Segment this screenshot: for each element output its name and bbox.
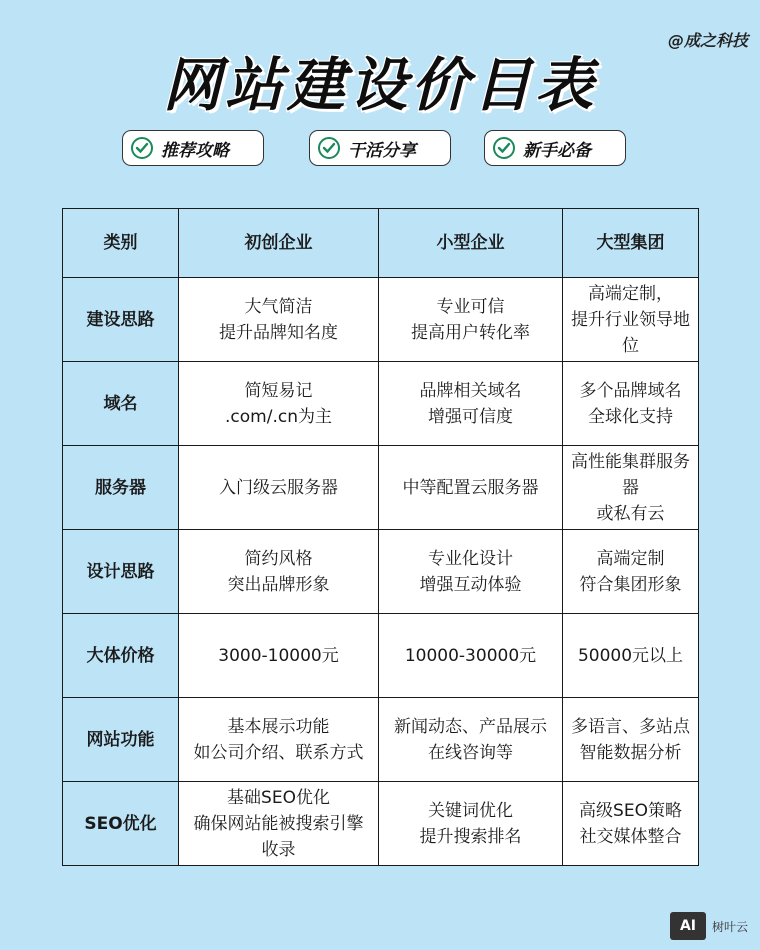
cell-text: 简约风格 bbox=[244, 548, 313, 569]
table-cell bbox=[563, 446, 699, 530]
cell-text: 50000元以上 bbox=[577, 645, 684, 666]
cell-text: 增强可信度 bbox=[428, 406, 513, 427]
table-row bbox=[63, 362, 699, 446]
cell-text: 专业化设计 bbox=[428, 548, 513, 569]
brand-logo bbox=[670, 912, 748, 940]
table-row bbox=[63, 446, 699, 530]
table-cell bbox=[379, 362, 563, 446]
cell-text: 智能数据分析 bbox=[579, 742, 682, 763]
row-label: 服务器 bbox=[63, 446, 179, 530]
ai-logo-icon: AI bbox=[670, 912, 706, 940]
table-cell bbox=[179, 446, 379, 530]
tag-label: 新手必备 bbox=[523, 140, 591, 161]
tag-beginner bbox=[484, 130, 626, 166]
cell-text: 高端定制， bbox=[588, 283, 673, 304]
table-cell bbox=[179, 698, 379, 782]
header-small-business: 小型企业 bbox=[379, 209, 563, 278]
table-cell bbox=[379, 278, 563, 362]
row-label: 设计思路 bbox=[63, 530, 179, 614]
tag-recommend bbox=[122, 130, 264, 166]
table-cell bbox=[179, 614, 379, 698]
table-cell bbox=[563, 614, 699, 698]
cell-text: 大气简洁 bbox=[244, 296, 313, 317]
cell-text: 确保网站能被搜索引擎 bbox=[193, 813, 364, 834]
cell-text: 位 bbox=[622, 335, 639, 356]
cell-text: 关键词优化 bbox=[428, 800, 513, 821]
table-row bbox=[63, 278, 699, 362]
table-row bbox=[63, 530, 699, 614]
table-cell bbox=[563, 782, 699, 866]
cell-text: 入门级云服务器 bbox=[219, 477, 338, 498]
cell-text: 多个品牌域名 bbox=[579, 380, 682, 401]
table-body bbox=[63, 278, 699, 866]
row-label: 网站功能 bbox=[63, 698, 179, 782]
row-label: 域名 bbox=[63, 362, 179, 446]
table-cell bbox=[379, 530, 563, 614]
cell-text: 专业可信 bbox=[436, 296, 505, 317]
cell-text: 简短易记 bbox=[244, 380, 313, 401]
cell-text: 提升品牌知名度 bbox=[219, 322, 338, 343]
cell-text: 提升行业领导地 bbox=[571, 309, 690, 330]
row-label: 建设思路 bbox=[63, 278, 179, 362]
row-label: SEO优化 bbox=[63, 782, 179, 866]
cell-text: 或私有云 bbox=[596, 503, 665, 524]
cell-text: 提升搜索排名 bbox=[419, 826, 522, 847]
cell-text: 新闻动态、产品展示 bbox=[394, 716, 547, 737]
cell-text: 高端定制 bbox=[596, 548, 665, 569]
cell-text: 符合集团形象 bbox=[579, 574, 682, 595]
cell-text: 在线咨询等 bbox=[428, 742, 513, 763]
cell-text: 多语言、多站点 bbox=[571, 716, 690, 737]
header-startup: 初创企业 bbox=[179, 209, 379, 278]
cell-text: 基础SEO优化 bbox=[227, 787, 330, 808]
price-table bbox=[62, 208, 699, 866]
cell-text: 如公司介绍、联系方式 bbox=[193, 742, 364, 763]
table-row bbox=[63, 698, 699, 782]
cell-text: 品牌相关域名 bbox=[419, 380, 522, 401]
cell-text: .com/.cn为主 bbox=[225, 406, 332, 427]
cell-text: 基本展示功能 bbox=[227, 716, 330, 737]
cell-text: 提高用户转化率 bbox=[411, 322, 530, 343]
cell-text: 3000-10000元 bbox=[218, 645, 339, 666]
table-cell bbox=[379, 614, 563, 698]
cell-text: 中等配置云服务器 bbox=[402, 477, 539, 498]
tag-share bbox=[309, 130, 451, 166]
table-row bbox=[63, 614, 699, 698]
table-cell bbox=[379, 446, 563, 530]
page-title: 网站建设价目表 bbox=[162, 51, 597, 119]
table-cell bbox=[179, 530, 379, 614]
tag-label: 推荐攻略 bbox=[161, 140, 229, 161]
table-cell bbox=[563, 278, 699, 362]
tag-label: 干活分享 bbox=[348, 140, 416, 161]
brand-name: 树叶云 bbox=[711, 919, 748, 934]
cell-text: 高级SEO策略 bbox=[579, 800, 682, 821]
cell-text: 高性能集群服务 bbox=[571, 451, 690, 472]
table-cell bbox=[179, 278, 379, 362]
row-label: 大体价格 bbox=[63, 614, 179, 698]
cell-text: 器 bbox=[622, 477, 639, 498]
table-cell bbox=[563, 530, 699, 614]
table-cell bbox=[379, 698, 563, 782]
check-circle-icon bbox=[131, 137, 153, 159]
cell-text: 社交媒体整合 bbox=[579, 826, 682, 847]
table-cell bbox=[563, 698, 699, 782]
cell-text: 全球化支持 bbox=[588, 406, 673, 427]
header-large-group: 大型集团 bbox=[563, 209, 699, 278]
cell-text: 突出品牌形象 bbox=[227, 574, 330, 595]
table-cell bbox=[379, 782, 563, 866]
table-cell bbox=[179, 782, 379, 866]
check-circle-icon bbox=[318, 137, 340, 159]
table-header-row bbox=[63, 209, 699, 278]
tag-row bbox=[0, 130, 760, 170]
table-cell bbox=[179, 362, 379, 446]
table-row bbox=[63, 782, 699, 866]
cell-text: 10000-30000元 bbox=[404, 645, 537, 666]
cell-text: 增强互动体验 bbox=[419, 574, 522, 595]
header-category: 类别 bbox=[63, 209, 179, 278]
watermark-handle: @成之科技 bbox=[667, 31, 748, 50]
check-circle-icon bbox=[493, 137, 515, 159]
table-cell bbox=[563, 362, 699, 446]
cell-text: 收录 bbox=[261, 839, 296, 860]
